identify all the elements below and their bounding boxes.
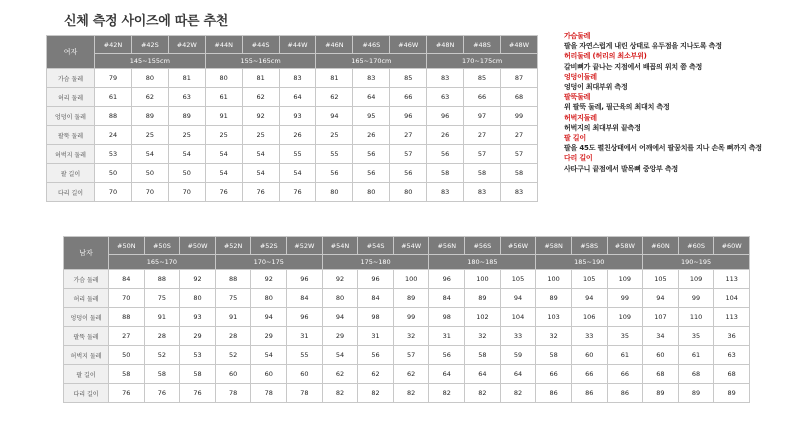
table-cell: 105 (643, 270, 679, 289)
table-cell: 80 (322, 289, 358, 308)
size-code-header: #46N (316, 36, 353, 54)
table-cell: 81 (168, 69, 205, 88)
table-cell: 88 (215, 270, 251, 289)
table-cell: 55 (279, 145, 316, 164)
measurement-label: 허벅지 둘레 (47, 145, 95, 164)
table-cell: 96 (429, 270, 465, 289)
table-cell: 80 (205, 69, 242, 88)
table-cell: 113 (714, 270, 750, 289)
table-cell: 68 (643, 365, 679, 384)
table-cell: 64 (353, 88, 390, 107)
table-cell: 92 (251, 270, 287, 289)
height-range-header: 190~195 (643, 255, 750, 270)
table-cell: 57 (393, 346, 429, 365)
table-cell: 61 (607, 346, 643, 365)
table-cell: 56 (390, 164, 427, 183)
table-cell: 96 (287, 270, 323, 289)
size-code-header: #58N (536, 237, 572, 255)
guide-item-description: 팔을 45도 펼친상태에서 어깨에서 팔꿈치를 지나 손목 뼈까지 측정 (564, 144, 762, 153)
table-cell: 54 (168, 145, 205, 164)
table-cell: 106 (571, 308, 607, 327)
table-cell: 58 (536, 346, 572, 365)
table-cell: 28 (144, 327, 180, 346)
size-code-header: #48N (427, 36, 464, 54)
page-title: 신체 측정 사이즈에 따른 추천 (64, 14, 228, 29)
table-cell: 93 (279, 107, 316, 126)
table-cell: 100 (536, 270, 572, 289)
table-cell: 88 (109, 308, 145, 327)
table-cell: 84 (429, 289, 465, 308)
table-cell: 66 (536, 365, 572, 384)
table-cell: 25 (316, 126, 353, 145)
size-code-header: #50S (144, 237, 180, 255)
measurement-label: 팔 길이 (64, 365, 109, 384)
table-cell: 59 (500, 346, 536, 365)
table-cell: 89 (465, 289, 501, 308)
table-cell: 80 (251, 289, 287, 308)
table-cell: 88 (95, 107, 132, 126)
women-table-corner: 여자 (47, 36, 95, 69)
table-cell: 92 (180, 270, 216, 289)
table-cell: 58 (427, 164, 464, 183)
table-cell: 53 (95, 145, 132, 164)
size-code-header: #52S (251, 237, 287, 255)
table-cell: 58 (144, 365, 180, 384)
table-cell: 78 (215, 384, 251, 403)
table-cell: 110 (678, 308, 714, 327)
table-cell: 89 (536, 289, 572, 308)
table-cell: 89 (678, 384, 714, 403)
table-cell: 85 (390, 69, 427, 88)
size-code-header: #46S (353, 36, 390, 54)
table-cell: 83 (464, 183, 501, 202)
table-cell: 98 (358, 308, 394, 327)
women-size-table (46, 35, 538, 202)
table-row (47, 145, 538, 164)
table-cell: 25 (168, 126, 205, 145)
size-code-header: #60W (714, 237, 750, 255)
table-cell: 86 (536, 384, 572, 403)
size-code-header: #44N (205, 36, 242, 54)
table-cell: 35 (678, 327, 714, 346)
table-cell: 62 (131, 88, 168, 107)
table-row (64, 346, 750, 365)
table-cell: 99 (607, 289, 643, 308)
table-cell: 99 (393, 308, 429, 327)
size-code-header: #46W (390, 36, 427, 54)
table-cell: 107 (643, 308, 679, 327)
measurement-label: 다리 길이 (64, 384, 109, 403)
table-cell: 52 (144, 346, 180, 365)
table-cell: 61 (678, 346, 714, 365)
size-code-header: #42W (168, 36, 205, 54)
table-cell: 54 (242, 145, 279, 164)
table-cell: 33 (500, 327, 536, 346)
table-cell: 27 (500, 126, 537, 145)
table-cell: 86 (607, 384, 643, 403)
table-cell: 54 (205, 164, 242, 183)
size-code-header: #48S (464, 36, 501, 54)
table-cell: 26 (279, 126, 316, 145)
table-cell: 103 (536, 308, 572, 327)
table-cell: 94 (500, 289, 536, 308)
size-code-header: #48W (500, 36, 537, 54)
table-cell: 54 (242, 164, 279, 183)
table-cell: 83 (353, 69, 390, 88)
table-cell: 76 (205, 183, 242, 202)
table-row (47, 126, 538, 145)
table-cell: 33 (571, 327, 607, 346)
size-code-header: #50W (180, 237, 216, 255)
table-cell: 99 (678, 289, 714, 308)
table-cell: 62 (316, 88, 353, 107)
table-cell: 26 (427, 126, 464, 145)
table-cell: 31 (429, 327, 465, 346)
table-cell: 97 (464, 107, 501, 126)
size-code-header: #54S (358, 237, 394, 255)
table-cell: 61 (95, 88, 132, 107)
table-cell: 81 (242, 69, 279, 88)
guide-item-description: 사타구니 끝점에서 발목뼈 중앙부 측정 (564, 164, 678, 173)
measurement-label: 허리 둘레 (47, 88, 95, 107)
height-range-header: 145~155cm (95, 54, 206, 69)
table-cell: 66 (390, 88, 427, 107)
table-cell: 60 (251, 365, 287, 384)
table-cell: 53 (180, 346, 216, 365)
table-cell: 62 (393, 365, 429, 384)
table-cell: 80 (390, 183, 427, 202)
table-cell: 25 (131, 126, 168, 145)
table-cell: 29 (322, 327, 358, 346)
table-cell: 83 (427, 69, 464, 88)
table-cell: 57 (464, 145, 501, 164)
table-cell: 105 (500, 270, 536, 289)
table-cell: 81 (316, 69, 353, 88)
table-cell: 83 (427, 183, 464, 202)
table-cell: 92 (242, 107, 279, 126)
table-cell: 91 (205, 107, 242, 126)
table-cell: 70 (131, 183, 168, 202)
table-cell: 96 (287, 308, 323, 327)
table-cell: 91 (215, 308, 251, 327)
measurement-label: 가슴 둘레 (47, 69, 95, 88)
table-cell: 58 (465, 346, 501, 365)
table-cell: 35 (607, 327, 643, 346)
height-range-header: 185~190 (536, 255, 643, 270)
table-cell: 113 (714, 308, 750, 327)
guide-item-title: 허리둘레 (허리의 최소부위) (564, 52, 647, 61)
table-cell: 64 (465, 365, 501, 384)
table-cell: 56 (358, 346, 394, 365)
table-cell: 66 (607, 365, 643, 384)
table-cell: 60 (643, 346, 679, 365)
table-row (47, 164, 538, 183)
table-cell: 84 (287, 289, 323, 308)
table-cell: 89 (393, 289, 429, 308)
table-cell: 57 (500, 145, 537, 164)
table-cell: 76 (109, 384, 145, 403)
table-cell: 50 (168, 164, 205, 183)
table-cell: 62 (358, 365, 394, 384)
table-cell: 66 (571, 365, 607, 384)
measurement-label: 허벅지 둘레 (64, 346, 109, 365)
measurement-guide (564, 31, 774, 174)
table-cell: 82 (429, 384, 465, 403)
size-code-header: #54W (393, 237, 429, 255)
table-cell: 56 (353, 164, 390, 183)
guide-item-description: 위 팔뚝 둘레, 필근육의 최대치 측정 (564, 103, 670, 112)
table-cell: 78 (287, 384, 323, 403)
table-cell: 32 (465, 327, 501, 346)
size-code-header: #58W (607, 237, 643, 255)
size-code-header: #58S (571, 237, 607, 255)
size-code-header: #54N (322, 237, 358, 255)
table-cell: 86 (571, 384, 607, 403)
table-cell: 76 (242, 183, 279, 202)
table-cell: 82 (465, 384, 501, 403)
table-cell: 24 (95, 126, 132, 145)
table-cell: 56 (429, 346, 465, 365)
table-cell: 29 (180, 327, 216, 346)
table-cell: 96 (427, 107, 464, 126)
table-cell: 55 (316, 145, 353, 164)
table-cell: 54 (131, 145, 168, 164)
guide-item-description: 허벅지의 최대부위 끝측정 (564, 123, 641, 132)
table-cell: 80 (316, 183, 353, 202)
table-cell: 70 (95, 183, 132, 202)
table-row (47, 107, 538, 126)
table-cell: 87 (500, 69, 537, 88)
table-cell: 80 (180, 289, 216, 308)
table-cell: 28 (215, 327, 251, 346)
size-code-header: #50N (109, 237, 145, 255)
table-cell: 31 (358, 327, 394, 346)
table-cell: 82 (500, 384, 536, 403)
table-cell: 54 (251, 346, 287, 365)
table-cell: 99 (500, 107, 537, 126)
table-cell: 26 (353, 126, 390, 145)
table-cell: 104 (500, 308, 536, 327)
table-cell: 82 (358, 384, 394, 403)
size-code-header: #52N (215, 237, 251, 255)
table-cell: 96 (358, 270, 394, 289)
guide-item-title: 가슴둘레 (564, 32, 591, 40)
table-cell: 50 (131, 164, 168, 183)
table-cell: 57 (390, 145, 427, 164)
table-cell: 63 (168, 88, 205, 107)
guide-item-description: 엉덩이 최대부위 측정 (564, 83, 628, 92)
table-cell: 70 (168, 183, 205, 202)
table-cell: 56 (316, 164, 353, 183)
size-code-header: #42S (131, 36, 168, 54)
table-cell: 75 (215, 289, 251, 308)
table-cell: 54 (279, 164, 316, 183)
table-row (47, 88, 538, 107)
table-cell: 92 (322, 270, 358, 289)
table-cell: 58 (464, 164, 501, 183)
table-cell: 83 (500, 183, 537, 202)
measurement-label: 엉덩이 둘레 (64, 308, 109, 327)
table-cell: 68 (714, 365, 750, 384)
table-cell: 60 (215, 365, 251, 384)
table-cell: 36 (714, 327, 750, 346)
table-cell: 76 (144, 384, 180, 403)
size-code-header: #42N (95, 36, 132, 54)
table-cell: 94 (316, 107, 353, 126)
table-row (64, 308, 750, 327)
men-size-table (63, 236, 750, 403)
table-cell: 55 (287, 346, 323, 365)
table-cell: 27 (390, 126, 427, 145)
guide-item-title: 팔뚝둘레 (564, 93, 591, 102)
table-cell: 95 (353, 107, 390, 126)
table-cell: 66 (464, 88, 501, 107)
table-cell: 50 (95, 164, 132, 183)
table-row (64, 365, 750, 384)
table-cell: 94 (251, 308, 287, 327)
table-cell: 27 (109, 327, 145, 346)
measurement-label: 팔뚝 둘레 (64, 327, 109, 346)
height-range-header: 180~185 (429, 255, 536, 270)
height-range-header: 175~180 (322, 255, 429, 270)
table-cell: 80 (353, 183, 390, 202)
table-cell: 54 (205, 145, 242, 164)
table-cell: 94 (571, 289, 607, 308)
table-cell: 104 (714, 289, 750, 308)
table-cell: 58 (500, 164, 537, 183)
table-row (64, 289, 750, 308)
table-cell: 61 (205, 88, 242, 107)
table-cell: 91 (144, 308, 180, 327)
table-cell: 32 (536, 327, 572, 346)
table-cell: 25 (242, 126, 279, 145)
size-code-header: #56S (465, 237, 501, 255)
measurement-label: 다리 길이 (47, 183, 95, 202)
table-cell: 85 (464, 69, 501, 88)
table-cell: 89 (714, 384, 750, 403)
table-cell: 32 (393, 327, 429, 346)
table-row (47, 69, 538, 88)
table-cell: 68 (500, 88, 537, 107)
table-cell: 82 (322, 384, 358, 403)
table-cell: 50 (109, 346, 145, 365)
table-cell: 25 (205, 126, 242, 145)
height-range-header: 165~170cm (316, 54, 427, 69)
table-cell: 109 (678, 270, 714, 289)
table-cell: 63 (427, 88, 464, 107)
table-cell: 64 (500, 365, 536, 384)
table-cell: 58 (180, 365, 216, 384)
guide-item-title: 엉덩이둘레 (564, 72, 597, 81)
table-cell: 60 (287, 365, 323, 384)
table-cell: 94 (643, 289, 679, 308)
table-cell: 89 (643, 384, 679, 403)
table-cell: 29 (251, 327, 287, 346)
table-row (47, 183, 538, 202)
table-cell: 100 (393, 270, 429, 289)
table-cell: 54 (322, 346, 358, 365)
table-cell: 64 (279, 88, 316, 107)
table-cell: 83 (279, 69, 316, 88)
size-code-header: #60S (678, 237, 714, 255)
size-code-header: #56N (429, 237, 465, 255)
table-cell: 34 (643, 327, 679, 346)
table-cell: 100 (465, 270, 501, 289)
table-cell: 62 (242, 88, 279, 107)
table-cell: 89 (168, 107, 205, 126)
table-row (64, 384, 750, 403)
guide-item-description: 팔을 자연스럽게 내린 상태로 유두점을 지나도록 측정 (564, 42, 722, 51)
table-cell: 78 (251, 384, 287, 403)
table-cell: 56 (353, 145, 390, 164)
table-cell: 68 (678, 365, 714, 384)
table-cell: 88 (144, 270, 180, 289)
table-cell: 84 (358, 289, 394, 308)
table-cell: 27 (464, 126, 501, 145)
table-cell: 64 (429, 365, 465, 384)
table-cell: 94 (322, 308, 358, 327)
height-range-header: 170~175 (215, 255, 322, 270)
table-cell: 93 (180, 308, 216, 327)
table-cell: 76 (180, 384, 216, 403)
size-code-header: #44S (242, 36, 279, 54)
guide-item-title: 허벅지둘레 (564, 113, 597, 122)
table-row (64, 327, 750, 346)
table-cell: 89 (131, 107, 168, 126)
table-cell: 109 (607, 270, 643, 289)
size-code-header: #44W (279, 36, 316, 54)
height-range-header: 170~175cm (427, 54, 538, 69)
men-table-corner: 남자 (64, 237, 109, 270)
measurement-label: 팔 길이 (47, 164, 95, 183)
size-code-header: #52W (287, 237, 323, 255)
size-code-header: #56W (500, 237, 536, 255)
table-cell: 84 (109, 270, 145, 289)
table-cell: 62 (322, 365, 358, 384)
measurement-label: 가슴 둘레 (64, 270, 109, 289)
table-cell: 96 (390, 107, 427, 126)
table-cell: 80 (131, 69, 168, 88)
guide-item-title: 팔 길이 (564, 134, 586, 143)
table-cell: 109 (607, 308, 643, 327)
table-cell: 75 (144, 289, 180, 308)
table-row (64, 270, 750, 289)
table-cell: 52 (215, 346, 251, 365)
guide-item-title: 다리 길이 (564, 154, 593, 163)
height-range-header: 165~170 (109, 255, 216, 270)
table-cell: 98 (429, 308, 465, 327)
table-cell: 63 (714, 346, 750, 365)
measurement-label: 엉덩이 둘레 (47, 107, 95, 126)
guide-item-description: 갈비뼈가 끝나는 지점에서 배꼽의 위치 쯤 측정 (564, 62, 703, 71)
table-cell: 31 (287, 327, 323, 346)
table-cell: 70 (109, 289, 145, 308)
table-cell: 102 (465, 308, 501, 327)
table-cell: 76 (279, 183, 316, 202)
table-cell: 58 (109, 365, 145, 384)
table-cell: 60 (571, 346, 607, 365)
table-cell: 82 (393, 384, 429, 403)
table-cell: 79 (95, 69, 132, 88)
table-cell: 105 (571, 270, 607, 289)
size-code-header: #60N (643, 237, 679, 255)
height-range-header: 155~165cm (205, 54, 316, 69)
measurement-label: 팔뚝 둘레 (47, 126, 95, 145)
measurement-label: 허리 둘레 (64, 289, 109, 308)
table-cell: 56 (427, 145, 464, 164)
